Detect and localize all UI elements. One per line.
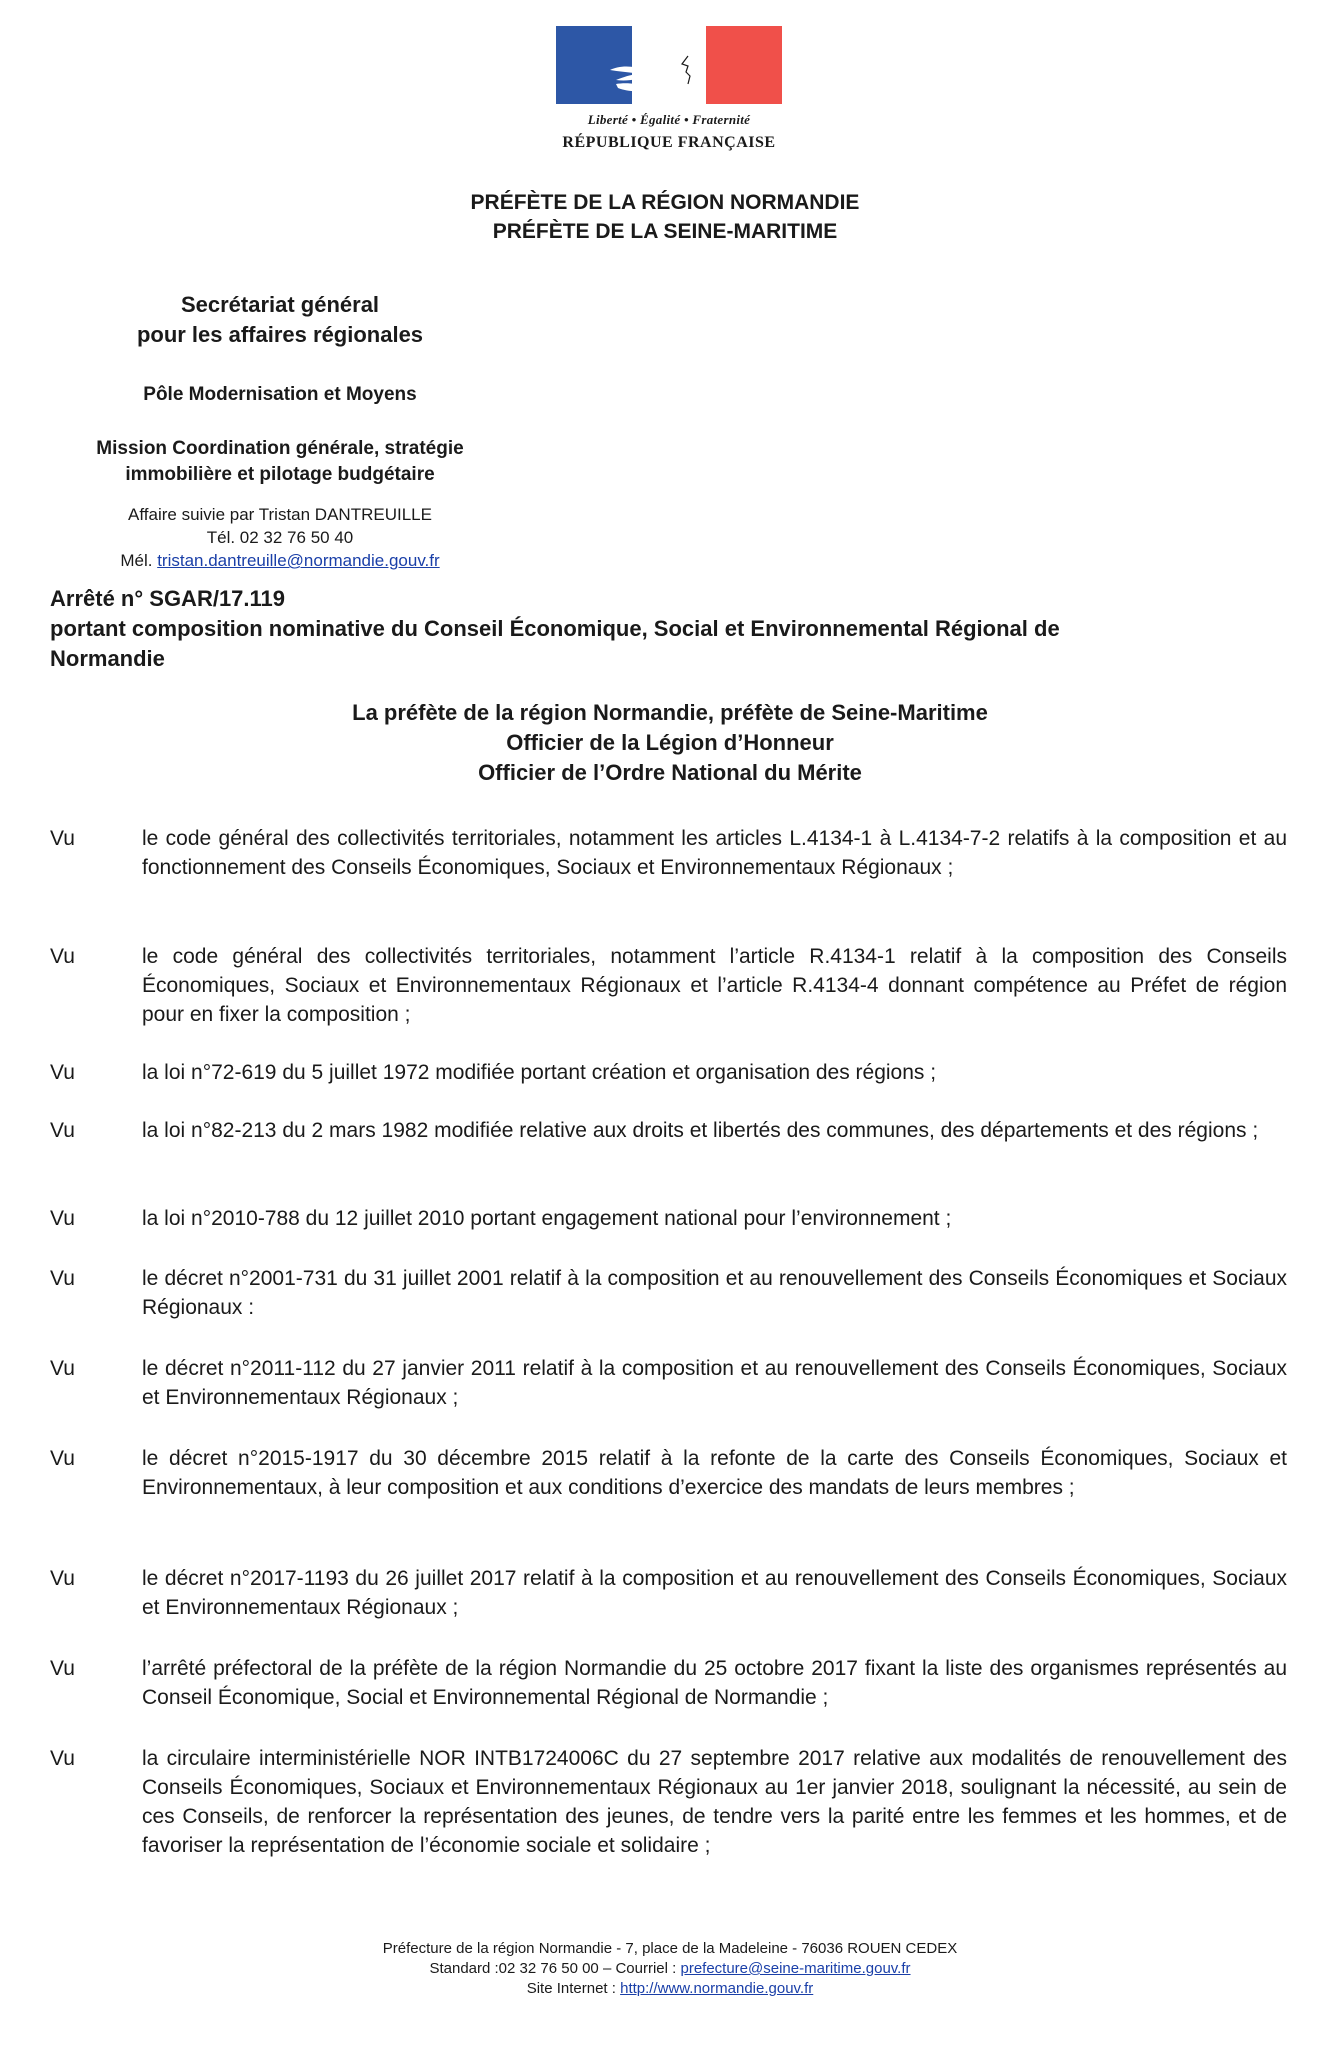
arrete-number: Arrêté n° SGAR/17.119	[50, 586, 286, 611]
vu-label: Vu	[50, 945, 75, 968]
footer-address: Préfecture de la région Normandie - 7, place de la Madeleine - 76036 ROUEN CEDEX	[382, 1940, 958, 1957]
vu-item	[50, 1116, 1290, 1145]
arrete-subject-line1: portant composition nominative du Conseil Économique, Social et Environnemental Régional de	[50, 616, 1060, 641]
vu-text: le décret n°2011-112 du 27 janvier 2011 relatif à la composition et au renouvellement des Conseils Économiques, Sociaux et Environnementaux Régionaux ;	[142, 1357, 1287, 1409]
vu-label: Vu	[50, 1447, 75, 1470]
footer-site-link[interactable]: http://www.normandie.gouv.fr	[620, 1980, 814, 1997]
vu-text: le code général des collectivités territoriales, notamment l’article R.4134-1 relatif à la composition des Conseils Économiques, Sociaux et Environnementaux Régionaux et l’article R.4134-4 donnant compétence au Préfet de région pour en fixer la composition ;	[142, 945, 1287, 1026]
mission-heading	[40, 436, 520, 488]
footer-site-line	[240, 1979, 1100, 1999]
prefete-line3: Officier de l’Ordre National du Mérite	[478, 760, 862, 785]
flag-emblem	[556, 26, 782, 104]
followed-by: Affaire suivie par Tristan DANTREUILLE	[128, 505, 432, 524]
secretariat-line2: pour les affaires régionales	[136, 322, 424, 347]
footer-standard: Standard :02 32 76 50 00 – Courriel :	[429, 1960, 677, 1977]
vu-label: Vu	[50, 827, 75, 850]
vu-label: Vu	[50, 1657, 75, 1680]
mission-line2: immobilière et pilotage budgétaire	[125, 464, 435, 485]
footer-site-label: Site Internet :	[526, 1980, 616, 1997]
republic-motto: Liberté • Égalité • Fraternité	[587, 112, 751, 127]
vu-text: le décret n°2001-731 du 31 juillet 2001 relatif à la composition et au renouvellement des Conseils Économiques et Sociaux Régionaux :	[142, 1267, 1287, 1319]
contact-block	[40, 503, 520, 572]
vu-label: Vu	[50, 1747, 75, 1770]
prefect-heading-line2: PRÉFÈTE DE LA SEINE-MARITIME	[492, 220, 838, 243]
prefect-heading	[330, 188, 1000, 246]
vu-text: la circulaire interministérielle NOR INTB1724006C du 27 septembre 2017 relative aux modalités de renouvellement des Conseils Économiques, Sociaux et Environnementaux Régionaux au 1er janvier 2018, soulignant la nécessité, au sein de ces Conseils, de renforcer la représentation des jeunes, de tendre vers la parité entre les femmes et les hommes, et de favoriser la représentation de l’économie sociale et solidaire ;	[142, 1747, 1287, 1857]
secretariat-heading	[80, 290, 480, 350]
email-link[interactable]: tristan.dantreuille@normandie.gouv.fr	[157, 551, 440, 570]
vu-text: le décret n°2017-1193 du 26 juillet 2017 relatif à la composition et au renouvellement des Conseils Économiques, Sociaux et Environnementaux Régionaux ;	[142, 1567, 1287, 1619]
vu-item	[50, 824, 1290, 882]
vu-text: la loi n°2010-788 du 12 juillet 2010 portant engagement national pour l’environnement ;	[142, 1207, 952, 1230]
email-line	[40, 549, 520, 572]
mission-line1: Mission Coordination générale, stratégie	[96, 438, 464, 459]
vu-item	[50, 1264, 1290, 1322]
prefete-titles	[230, 698, 1110, 788]
vu-text: le décret n°2015-1917 du 30 décembre 2015 relatif à la refonte de la carte des Conseils Économiques, Sociaux et Environnementaux, à leur composition et aux conditions d’exercice des mandats de leurs membres ;	[142, 1447, 1287, 1499]
vu-label: Vu	[50, 1061, 75, 1084]
vu-item	[50, 1204, 1290, 1233]
vu-item	[50, 1354, 1290, 1412]
vu-label: Vu	[50, 1267, 75, 1290]
vu-label: Vu	[50, 1567, 75, 1590]
marianne-logo	[556, 26, 782, 158]
footer-email-link[interactable]: prefecture@seine-maritime.gouv.fr	[680, 1960, 911, 1977]
prefete-line2: Officier de la Légion d’Honneur	[506, 730, 834, 755]
footer-contact-line	[240, 1959, 1100, 1979]
vu-label: Vu	[50, 1357, 75, 1380]
vu-text: l’arrêté préfectoral de la préfète de la région Normandie du 25 octobre 2017 fixant la liste des organismes représentés au Conseil Économique, Social et Environnemental Régional de Normandie ;	[142, 1657, 1287, 1709]
vu-item	[50, 1654, 1290, 1712]
vu-label: Vu	[50, 1207, 75, 1230]
phone-number: Tél. 02 32 76 50 40	[206, 528, 354, 547]
marianne-profile-icon	[556, 26, 782, 104]
arrete-title	[50, 584, 1290, 674]
vu-item	[50, 1444, 1290, 1502]
vu-item	[50, 1058, 1290, 1087]
page-footer	[240, 1939, 1100, 1999]
pole-heading: Pôle Modernisation et Moyens	[143, 384, 417, 405]
vu-item	[50, 942, 1290, 1029]
vu-text: la loi n°82-213 du 2 mars 1982 modifiée relative aux droits et libertés des communes, des départements et des régions ;	[142, 1119, 1259, 1142]
prefect-heading-line1: PRÉFÈTE DE LA RÉGION NORMANDIE	[470, 191, 860, 214]
vu-text: la loi n°72-619 du 5 juillet 1972 modifiée portant création et organisation des régions ;	[142, 1061, 937, 1084]
vu-text: le code général des collectivités territoriales, notamment les articles L.4134-1 à L.4134-7-2 relatifs à la composition et au fonctionnement des Conseils Économiques, Sociaux et Environnementaux Régionaux ;	[142, 827, 1287, 879]
prefete-line1: La préfète de la région Normandie, préfète de Seine-Maritime	[352, 700, 988, 725]
secretariat-line1: Secrétariat général	[180, 292, 380, 317]
vu-label: Vu	[50, 1119, 75, 1142]
republic-name: RÉPUBLIQUE FRANÇAISE	[562, 134, 776, 151]
vu-item	[50, 1564, 1290, 1622]
vu-item	[50, 1744, 1290, 1860]
email-label: Mél.	[120, 551, 153, 570]
arrete-subject-line2: Normandie	[50, 646, 165, 671]
